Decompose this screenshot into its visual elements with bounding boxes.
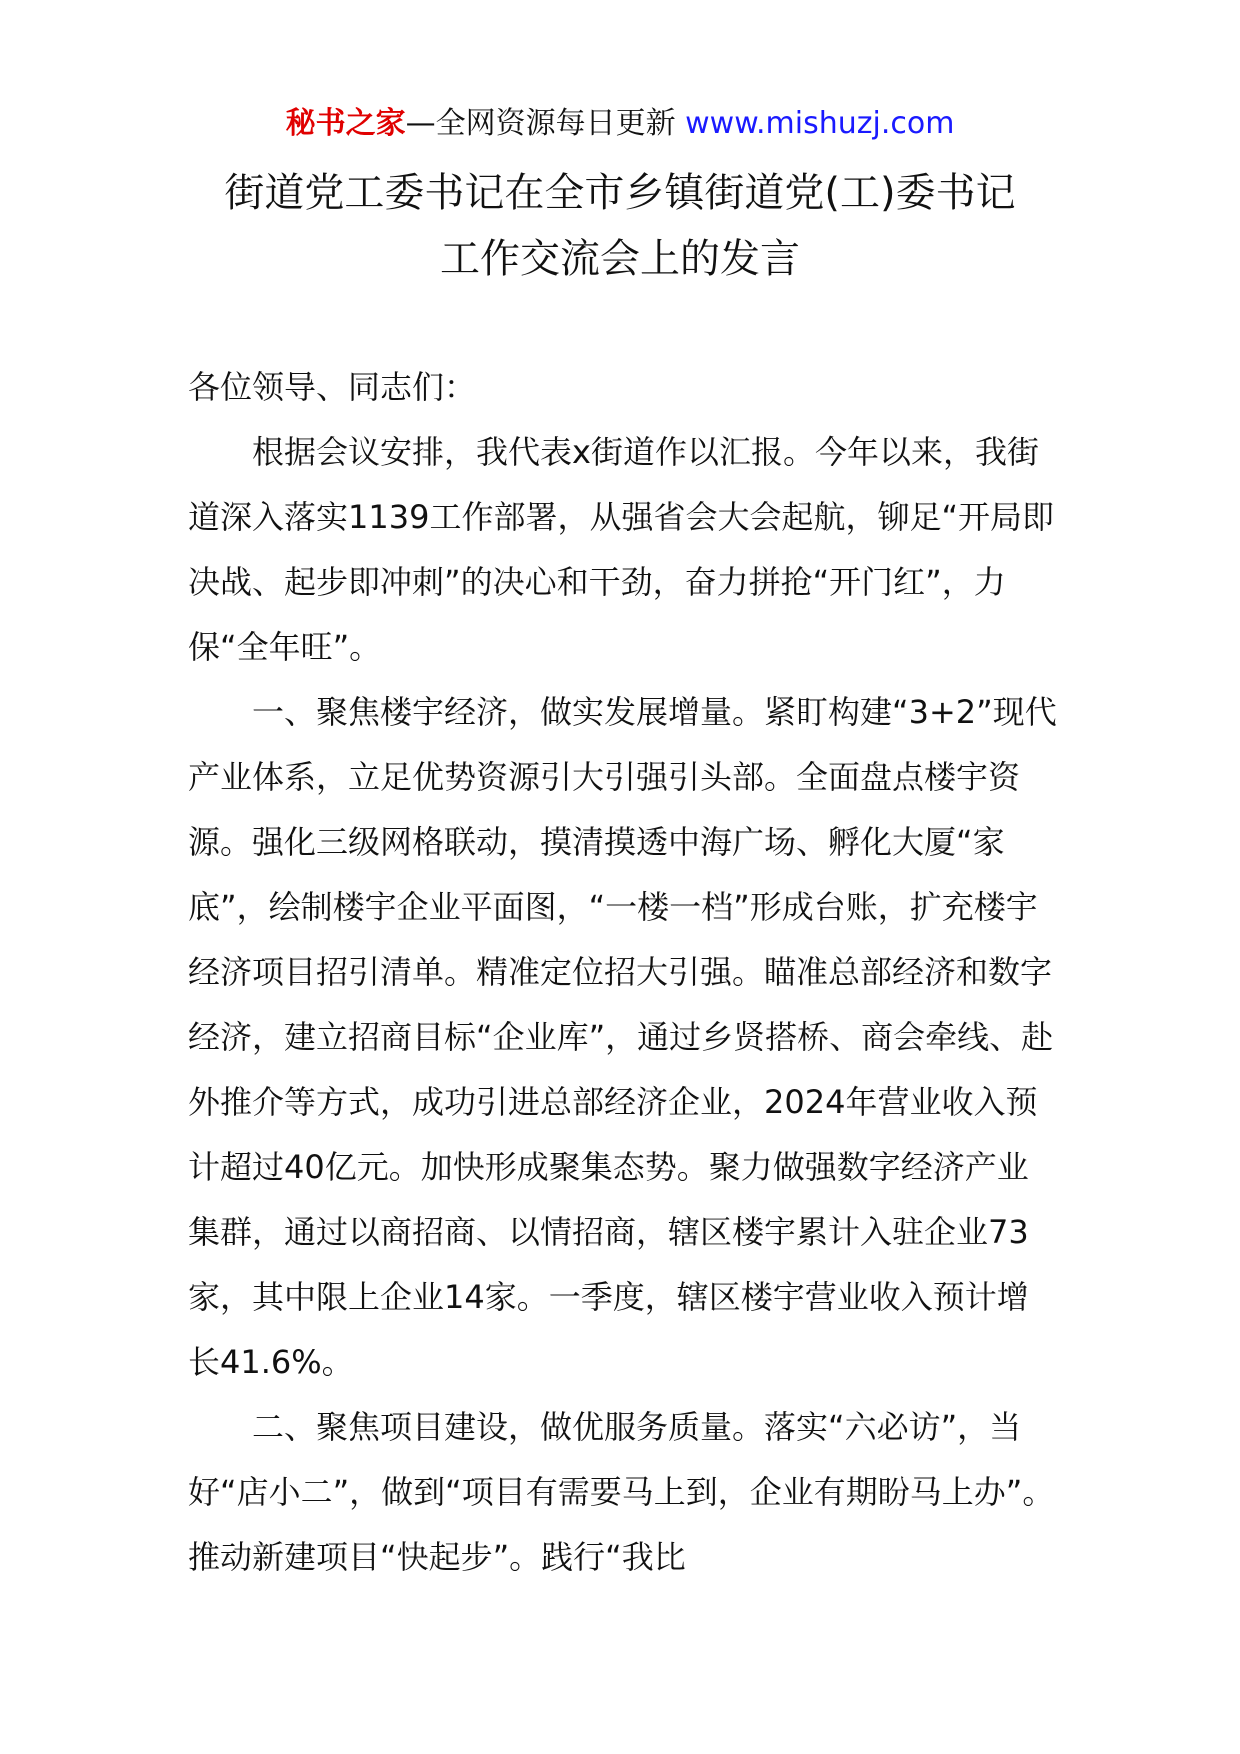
salutation: 各位领导、同志们： <box>188 368 477 406</box>
document-title <box>150 160 1090 292</box>
title-line-2: 工作交流会上的发言 <box>440 236 800 282</box>
title-line-1: 街道党工委书记在全市乡镇街道党(工)委书记 <box>224 170 1016 216</box>
site-brand: 秘书之家 <box>285 106 406 141</box>
site-header <box>0 100 1240 148</box>
paragraph-section-2: 二、聚焦项目建设，做优服务质量。落实“六必访”，当好“店小二”，做到“项目有需要马上到，企业有期盼马上办”。推动新建项目“快起步”。践行“我比 <box>188 1408 1055 1576</box>
paragraph-intro: 根据会议安排，我代表x街道作以汇报。今年以来，我街道深入落实1139工作部署，从强省会大会起航，铆足“开局即决战、起步即冲刺”的决心和干劲，奋力拼抢“开门红”，力保“全年旺”。 <box>188 433 1055 666</box>
paragraph-section-1: 一、聚焦楼宇经济，做实发展增量。紧盯构建“3+2”现代产业体系，立足优势资源引大引强引头部。全面盘点楼宇资源。强化三级网格联动，摸清摸透中海广场、孵化大厦“家底”，绘制楼宇企业平面图，“一楼一档”形成台账，扩充楼宇经济项目招引清单。精准定位招大引强。瞄准总部经济和数字经济，建立招商目标“企业库”，通过乡贤搭桥、商会牵线、赴外推介等方式，成功引进总部经济企业，2024年营业收入预计超过40亿元。加快形成聚集态势。聚力做强数字经济产业集群，通过以商招商、以情招商，辖区楼宇累计入驻企业73家，其中限上企业14家。一季度，辖区楼宇营业收入预计增长41.6%。 <box>188 693 1057 1381</box>
site-url-link[interactable]: www.mishuzj.com <box>685 106 955 141</box>
site-tagline: —全网资源每日更新 <box>405 106 676 141</box>
document-body <box>188 355 1058 1590</box>
